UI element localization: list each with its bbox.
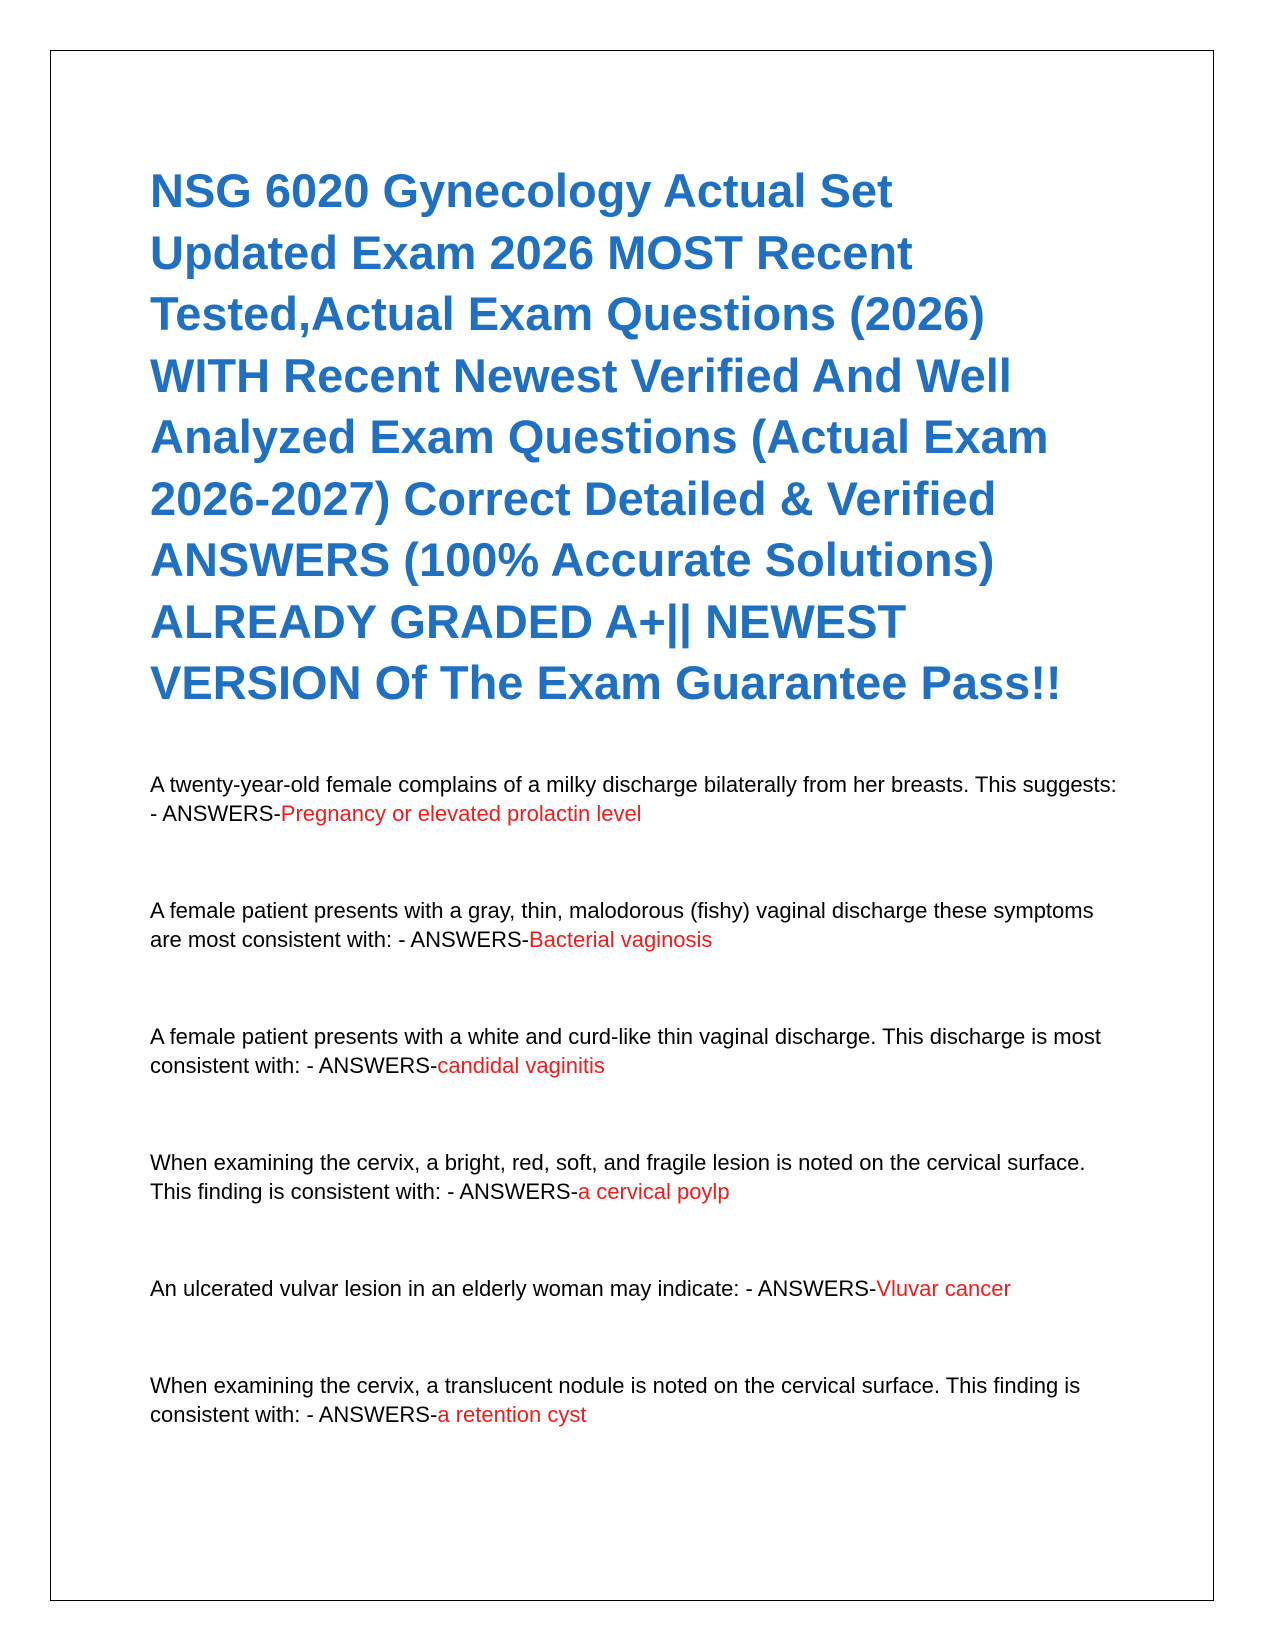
answer-text: Pregnancy or elevated prolactin level — [280, 800, 642, 826]
document-content — [150, 160, 1130, 1497]
question-text: When examining the cervix, a translucent nodule is noted on the cervical surface. This finding is consistent with: - ANSWERS- — [150, 1372, 1081, 1427]
answer-text: a cervical poylp — [577, 1178, 730, 1204]
question-text: When examining the cervix, a bright, red, soft, and fragile lesion is noted on the cervical surface. This finding is consistent with: - ANSWERS- — [150, 1149, 1086, 1204]
answer-text: candidal vaginitis — [437, 1052, 605, 1078]
document-title: NSG 6020 Gynecology Actual Set Updated Exam 2026 MOST Recent Tested,Actual Exam Questions (2026) WITH Recent Newest Verified And Well Analyzed Exam Questions (Actual Exam 2026-2027) Correct Detailed & Verified ANSWERS (100% Accurate Solutions) ALREADY GRADED A+|| NEWEST VERSION Of The Exam Guarantee Pass!! — [150, 164, 1062, 709]
answer-text: a retention cyst — [437, 1401, 587, 1427]
question-text: A female patient presents with a gray, thin, malodorous (fishy) vaginal discharge these symptoms are most consistent with: - ANSWERS- — [150, 897, 1094, 952]
question-text: A female patient presents with a white and curd-like thin vaginal discharge. This discharge is most consistent with: - ANSWERS- — [150, 1023, 1101, 1078]
qa-list — [150, 770, 1130, 1429]
qa-item — [150, 1371, 1130, 1429]
question-text: An ulcerated vulvar lesion in an elderly woman may indicate: - ANSWERS- — [150, 1275, 877, 1301]
answer-text: Bacterial vaginosis — [529, 926, 713, 952]
qa-item — [150, 1022, 1130, 1080]
answer-text: Vluvar cancer — [876, 1275, 1011, 1301]
qa-item — [150, 1274, 1130, 1303]
question-text: A twenty-year-old female complains of a milky discharge bilaterally from her breasts. This suggests: - ANSWERS- — [150, 771, 1117, 826]
qa-item — [150, 770, 1130, 828]
qa-item — [150, 1148, 1130, 1206]
qa-item — [150, 896, 1130, 954]
